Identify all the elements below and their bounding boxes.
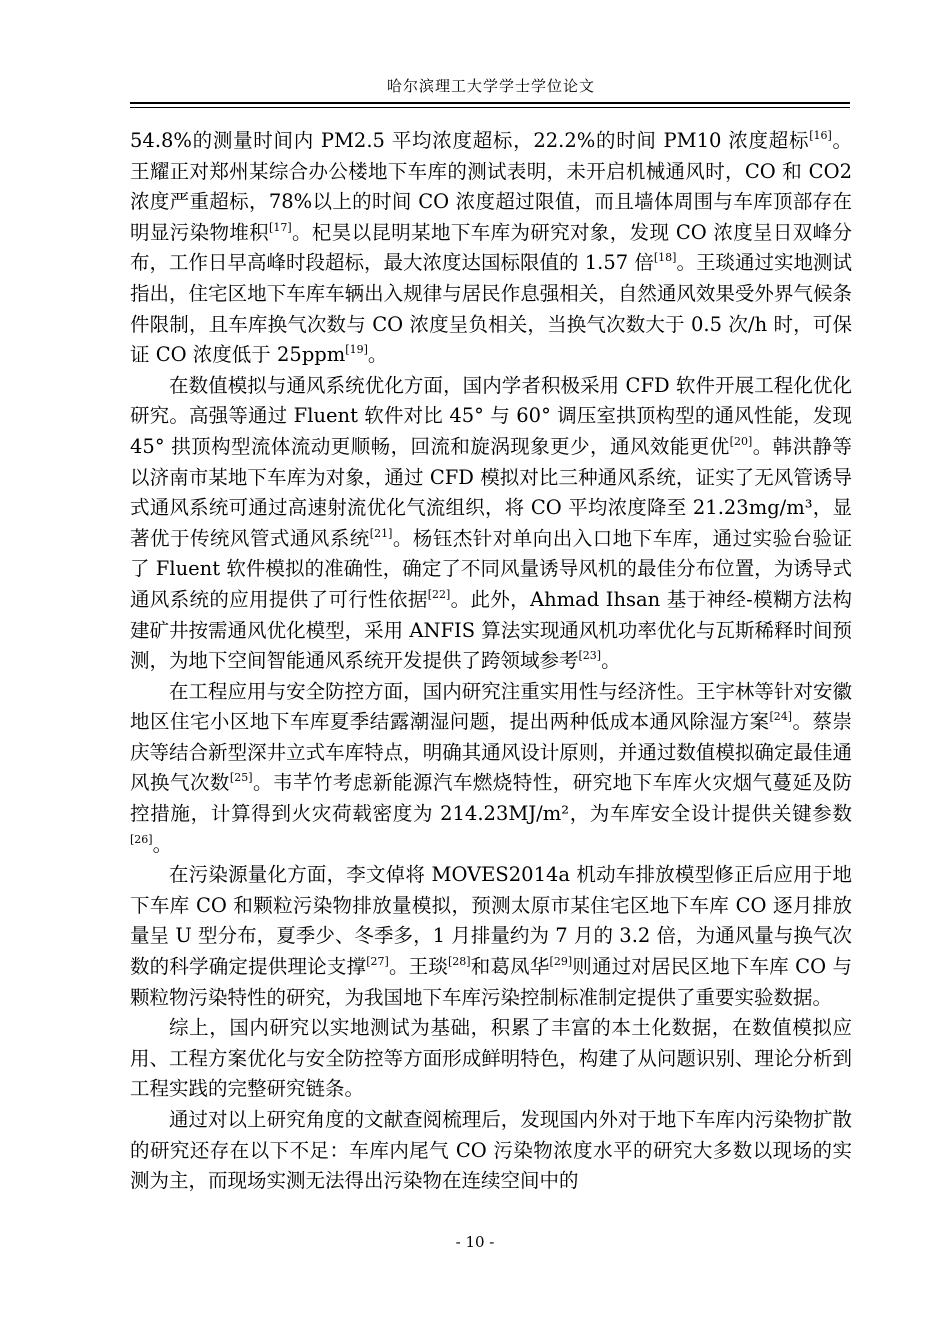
- page-number: - 10 -: [455, 1233, 495, 1251]
- citation-ref: [20]: [729, 434, 753, 448]
- citation-ref: [23]: [578, 649, 602, 663]
- citation-ref: [17]: [269, 220, 292, 234]
- citation-ref: [18]: [653, 251, 677, 265]
- citation-ref: [21]: [369, 526, 393, 540]
- citation-ref: [26]: [130, 832, 153, 846]
- header-rule-thick: [130, 102, 850, 104]
- citation-ref: [19]: [345, 343, 368, 357]
- citation-ref: [28]: [448, 955, 471, 969]
- paragraph-6: 通过对以上研究角度的文献查阅梳理后，发现国内外对于地下车库内污染物扩散的研究还存在以下不足：车库内尾气 CO 污染物浓度水平的研究大多数以现场的实测为主，而现场实测无法得出污染物在连续空间中的: [130, 1108, 852, 1193]
- paragraph-4: 在污染源量化方面，李文倬将 MOVES2014a 机动车排放模型修正后应用于地下车库 CO 和颗粒污染物排放量模拟，预测太原市某住宅区地下车库 CO 逐月排放量呈 U 型分布，夏季少、冬季多，1 月排量约为 7 月的 3.2 倍，为通风量与换气次数的科学确定提供理论支撑[27]。王琰[28]和葛凤华[29]则通过对居民区地下车库 CO 与颗粒物污染特性的研究，为我国地下车库污染控制标准制定提供了重要实验数据。: [130, 863, 852, 1009]
- paragraph-2: 在数值模拟与通风系统优化方面，国内学者积极采用 CFD 软件开展工程化优化研究。高强等通过 Fluent 软件对比 45° 与 60° 调压室拱顶构型的通风性能，发现 45° 拱顶构型流体流动更顺畅，回流和旋涡现象更少，通风效能更优[20]。韩洪静等以济南市某地下车库为对象，通过 CFD 模拟对比三种通风系统，证实了无风管诱导式通风系统可通过高速射流优化气流组织，将 CO 平均浓度降至 21.23mg/m³，显著优于传统风管式通风系统[21]。杨钰杰针对单向出入口地下车库，通过实验台验证了 Fluent 软件模拟的准确性，确定了不同风量诱导风机的最佳分布位置，为诱导式通风系统的应用提供了可行性依据[22]。此外，Ahmad Ihsan 基于神经-模糊方法构建矿井按需通风优化模型，采用 ANFIS 算法实现通风机功率优化与瓦斯稀释时间预测，为地下空间智能通风系统开发提供了跨领域参考[23]。: [130, 373, 852, 673]
- citation-ref: [25]: [229, 771, 253, 785]
- paragraph-3: 在工程应用与安全防控方面，国内研究注重实用性与经济性。王宇林等针对安徽地区住宅小区地下车库夏季结露潮湿问题，提出两种低成本通风除湿方案[24]。蔡崇庆等结合新型深井立式车库特点，明确其通风设计原则，并通过数值模拟确定最佳通风换气次数[25]。韦芊竹考虑新能源汽车燃烧特性，研究地下车库火灾烟气蔓延及防控措施，计算得到火灾荷载密度为 214.23MJ/m²，为车库安全设计提供关键参数[26]。: [130, 679, 852, 856]
- citation-ref: [27]: [366, 955, 389, 969]
- body-text: [130, 126, 852, 1197]
- running-header: 哈尔滨理工大学学士学位论文: [386, 77, 595, 95]
- header-rule-thin: [130, 107, 850, 108]
- citation-ref: [29]: [549, 955, 573, 969]
- citation-ref: [24]: [769, 710, 793, 724]
- citation-ref: [16]: [809, 129, 832, 142]
- citation-ref: [22]: [427, 587, 451, 601]
- paragraph-1: 54.8%的测量时间内 PM2.5 平均浓度超标，22.2%的时间 PM10 浓度超标[16]。王耀正对郑州某综合办公楼地下车库的测试表明，未开启机械通风时，CO 和 CO2 浓度严重超标，78%以上的时间 CO 浓度超过限值，而且墙体周围与车库顶部存在明显污染物堆积[17]。杞昊以昆明某地下车库为研究对象，发现 CO 浓度呈日双峰分布，工作日早高峰时段超标，最大浓度达国标限值的 1.57 倍[18]。王琰通过实地测试指出，住宅区地下车库车辆出入规律与居民作息强相关，自然通风效果受外界气候条件限制，且车库换气次数与 CO 浓度呈负相关，当换气次数大于 0.5 次/h 时，可保证 CO 浓度低于 25ppm[19]。: [130, 129, 852, 367]
- paragraph-5: 综上，国内研究以实地测试为基础，积累了丰富的本土化数据，在数值模拟应用、工程方案优化与安全防控等方面形成鲜明特色，构建了从问题识别、理论分析到工程实践的完整研究链条。: [130, 1016, 852, 1101]
